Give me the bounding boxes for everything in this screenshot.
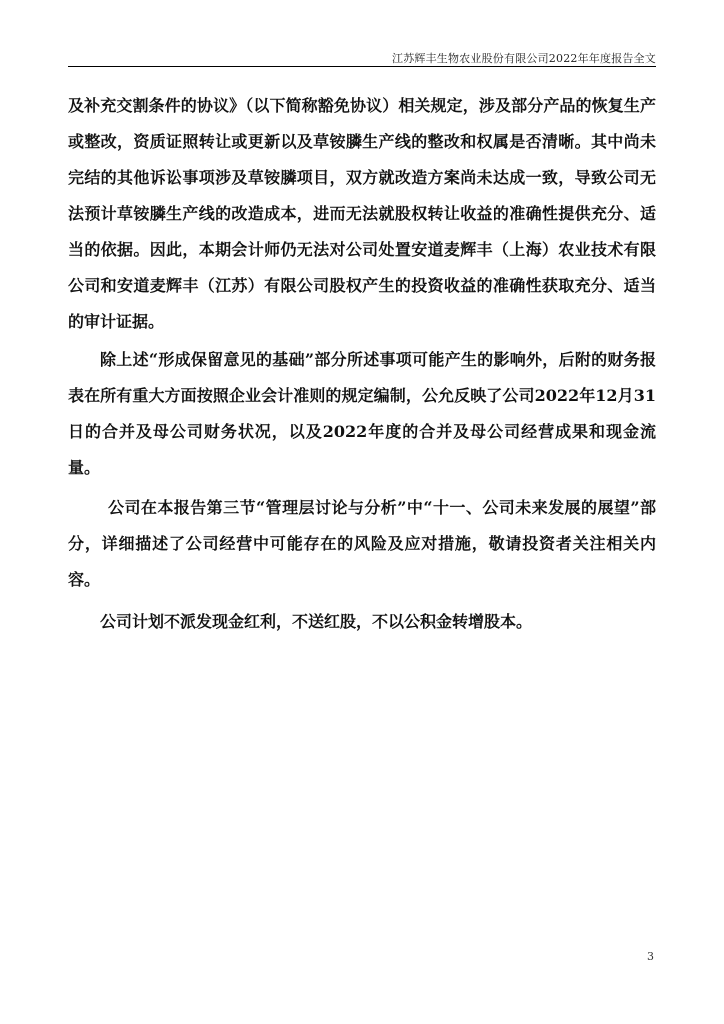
- document-body: [68, 88, 656, 640]
- paragraph-audit-opinion: 除上述“形成保留意见的基础”部分所述事项可能产生的影响外，后附的财务报表在所有重大方面按照企业会计准则的规定编制，公允反映了公司2022年12月31日的合并及母公司财务状况，以及2022年度的合并及母公司经营成果和现金流量。: [68, 350, 656, 477]
- paragraph-dividend-plan: 公司计划不派发现金红利，不送红股，不以公积金转增股本。: [100, 612, 533, 631]
- page-header-title: 江苏辉丰生物农业股份有限公司2022年年度报告全文: [392, 52, 656, 65]
- paragraph-audit-basis-continued: 及补充交割条件的协议》（以下简称豁免协议）相关规定，涉及部分产品的恢复生产或整改，资质证照转让或更新以及草铵膦生产线的整改和权属是否清晰。其中尚未完结的其他诉讼事项涉及草铵膦项目，双方就改造方案尚未达成一致，导致公司无法预计草铵膦生产线的改造成本，进而无法就股权转让收益的准确性提供充分、适当的依据。因此，本期会计师仍无法对公司处置安道麦辉丰（上海）农业技术有限公司和安道麦辉丰（江苏）有限公司股权产生的投资收益的准确性获取充分、适当的审计证据。: [68, 96, 656, 331]
- page-number: 3: [647, 950, 654, 963]
- header-divider: [68, 66, 656, 67]
- paragraph-risk-notice: 公司在本报告第三节“管理层讨论与分析”中“十一、公司未来发展的展望”部分，详细描述了公司经营中可能存在的风险及应对措施，敬请投资者关注相关内容。: [68, 498, 656, 589]
